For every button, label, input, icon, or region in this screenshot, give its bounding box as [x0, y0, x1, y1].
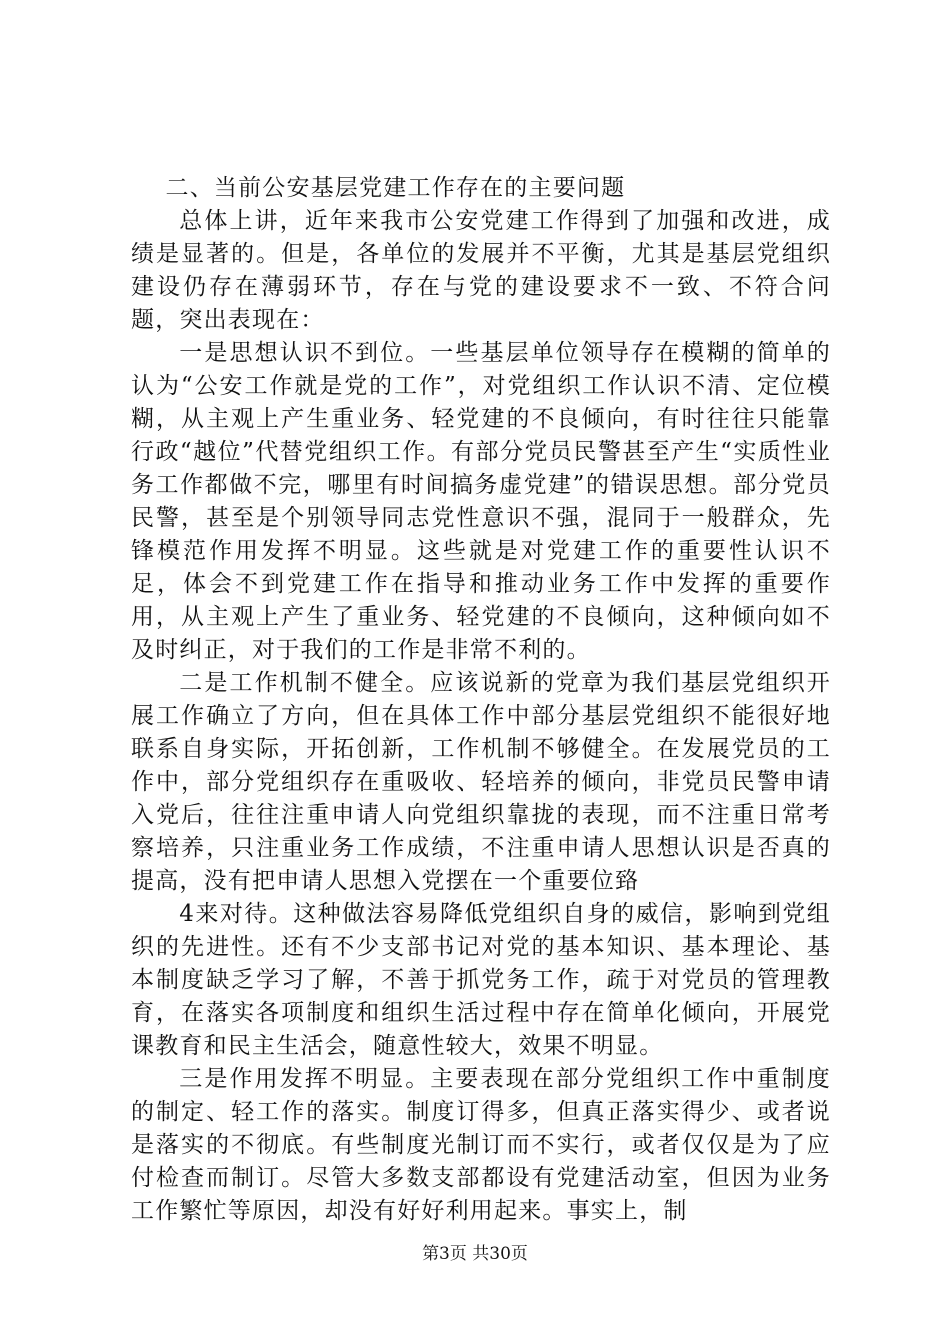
page-number-footer: 第3页 共30页 — [422, 1244, 528, 1264]
paragraph-point-two: 二是工作机制不健全。应该说新的党章为我们基层党组织开展工作确立了方向，但在具体工作中部分基层党组织不能很好地联系自身实际，开拓创新，工作机制不够健全。在发展党员的工作中，部分党组织存在重吸收、轻培养的倾向，非党员民警申请入党后，往往注重申请人向党组织靠拢的表现，而不注重日常考察培养，只注重业务工作成绩，不注重申请人思想认识是否真的提高，没有把申请人思想入党摆在一个重要位臵 — [131, 670, 831, 894]
paragraph-overview: 总体上讲，近年来我市公安党建工作得到了加强和改进，成绩是显著的。但是，各单位的发展并不平衡，尤其是基层党组织建设仍存在薄弱环节，存在与党的建设要求不一致、不符合问题，突出表现在： — [131, 208, 831, 333]
paragraph-point-three: 三是作用发挥不明显。主要表现在部分党组织工作中重制度的制定、轻工作的落实。制度订得多，但真正落实得少、或者说是落实的不彻底。有些制度光制订而不实行，或者仅仅是为了应付检查而制订。尽管大多数支部都设有党建活动室，但因为业务工作繁忙等原因，却没有好好利用起来。事实上，制 — [131, 1066, 831, 1224]
document-body — [131, 172, 831, 1228]
paragraph-point-two-continued: 4来对待。这种做法容易降低党组织自身的威信，影响到党组织的先进性。还有不少支部书记对党的基本知识、基本理论、基本制度缺乏学习了解，不善于抓党务工作，疏于对党员的管理教育，在落实各项制度和组织生活过程中存在简单化倾向，开展党课教育和民主生活会，随意性较大，效果不明显。 — [131, 901, 831, 1059]
section-heading: 二、当前公安基层党建工作存在的主要问题 — [165, 175, 626, 201]
paragraph-point-one: 一是思想认识不到位。一些基层单位领导存在模糊的简单的认为“公安工作就是党的工作”，对党组织工作认识不清、定位模糊，从主观上产生重业务、轻党建的不良倾向，有时往往只能靠行政“越位”代替党组织工作。有部分党员民警甚至产生“实质性业务工作都做不完，哪里有时间搞务虚党建”的错误思想。部分党员民警，甚至是个别领导同志党性意识不强，混同于一般群众，先锋模范作用发挥不明显。这些就是对党建工作的重要性认识不足，体会不到党建工作在指导和推动业务工作中发挥的重要作用，从主观上产生了重业务、轻党建的不良倾向，这种倾向如不及时纠正，对于我们的工作是非常不利的。 — [131, 340, 831, 663]
